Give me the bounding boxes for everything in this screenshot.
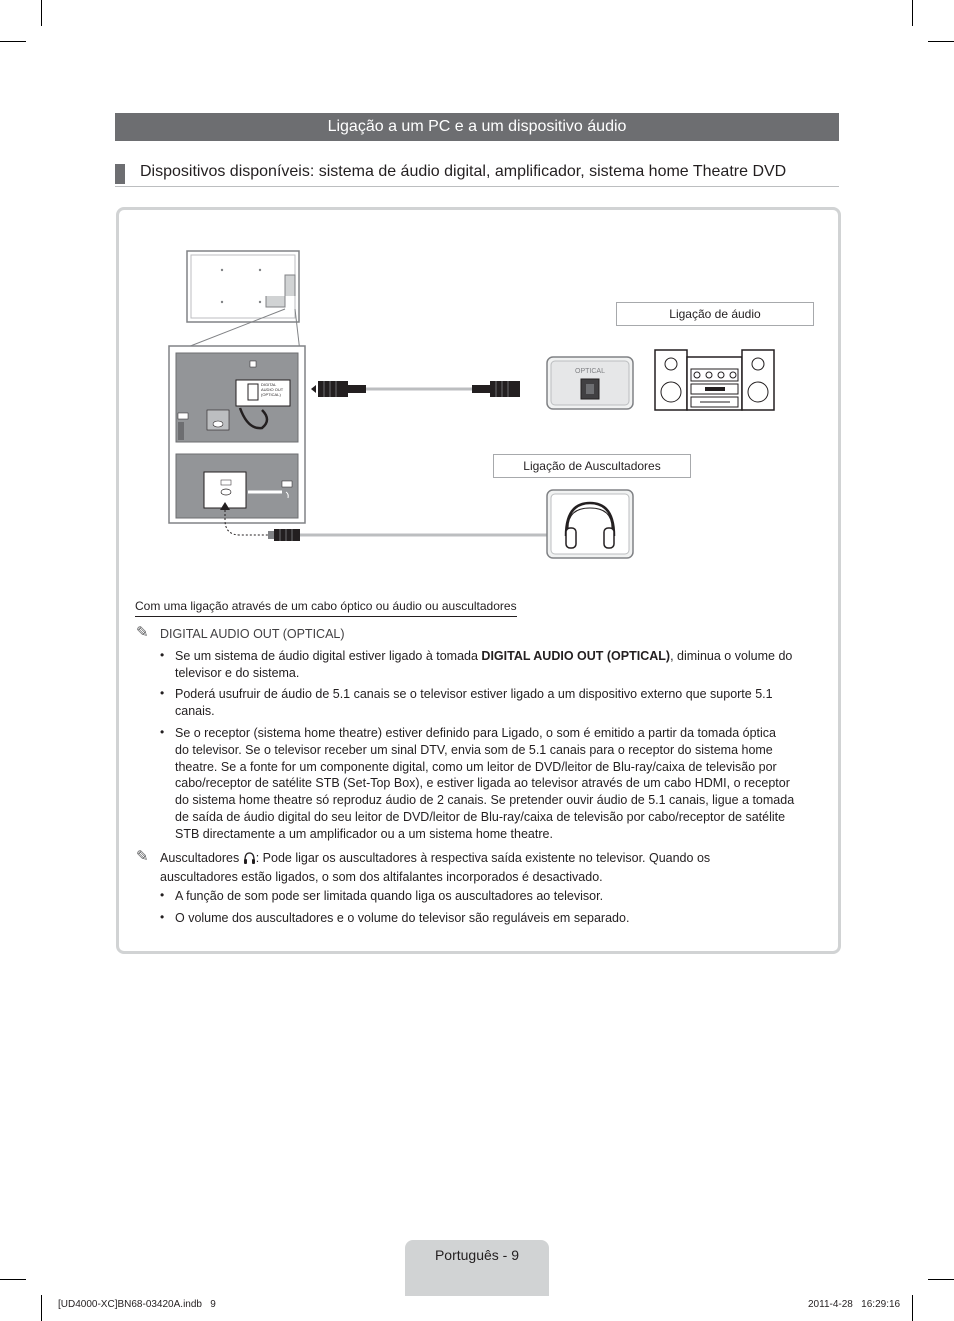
page-number-tab: Português - 9 xyxy=(405,1240,549,1296)
audio-system-icon xyxy=(655,350,774,410)
crop-mark xyxy=(41,1295,42,1321)
headphone-heading-rest: : Pode ligar os auscultadores à respectiva saída existente no televisor. Quando os xyxy=(255,851,711,865)
optical-bullet-3-line: cabo/receptor de satélite STB (Set-Top Box), e estiver ligada ao televisor através de um cabo HDMI, o receptor xyxy=(175,776,790,791)
optical-bullet-2-line1: Poderá usufruir de áudio de 5.1 canais se o televisor estiver ligado a um dispositivo externo que suporte 5.1 xyxy=(175,687,773,701)
optical-bullet-1 xyxy=(175,648,835,682)
optical-bullet-3-line: theatre. Se a fonte for um componente digital, como um leitor de DVD/leitor de Blu-ray/caixa de televisão por xyxy=(175,759,777,774)
optical-bullet-3-line: de saída de áudio digital do seu leitor de DVD/leitor de Blu-ray/caixa de televisão por cabo/receptor de satélite xyxy=(175,809,786,824)
audio-connection-label: Ligação de áudio xyxy=(616,302,814,326)
print-timestamp: 2011-4-28 16:29:16 xyxy=(808,1299,901,1310)
tv-rear-icon xyxy=(175,251,300,352)
connection-diagram xyxy=(0,0,954,600)
optical-device-label: OPTICAL xyxy=(575,368,605,375)
optical-bullet-1-post: , diminua o volume do xyxy=(670,649,793,663)
crop-mark xyxy=(0,1279,26,1280)
crop-mark xyxy=(912,1295,913,1321)
headphone-heading-bold: Auscultadores xyxy=(160,851,240,865)
optical-input-device xyxy=(547,357,633,409)
note-pencil-icon: ✎ xyxy=(136,624,149,641)
bullet-icon: • xyxy=(160,686,165,700)
headphone-bullet-1: A função de som pode ser limitada quando liga os auscultadores ao televisor. xyxy=(175,889,604,903)
bullet-icon: • xyxy=(160,725,165,739)
optical-bullet-3 xyxy=(175,725,835,843)
file-info: [UD4000-XC]BN68-03420A.indb 9 xyxy=(58,1299,216,1310)
notes-intro: Com uma ligação através de um cabo óptico ou áudio ou auscultadores xyxy=(135,599,517,617)
headphone-bullet-2: O volume dos auscultadores e o volume do televisor são reguláveis em separado. xyxy=(175,911,630,925)
section-title: Ligação a um PC e a um dispositivo áudio xyxy=(115,113,839,141)
optical-bullet-3-line: Se o receptor (sistema home theatre) estiver definido para Ligado, o som é emitido a partir da tomada óptica xyxy=(175,726,777,740)
optical-bullet-1-pre: Se um sistema de áudio digital estiver ligado à tomada xyxy=(175,649,482,663)
optical-heading: DIGITAL AUDIO OUT (OPTICAL) xyxy=(160,627,345,641)
crop-mark xyxy=(928,1279,954,1280)
headphone-heading-line2: auscultadores estão ligados, o som dos altifalantes incorporados é desactivado. xyxy=(160,870,603,884)
svg-text:(OPTICAL): (OPTICAL) xyxy=(261,392,281,397)
headphone-connection-label: Ligação de Auscultadores xyxy=(493,454,691,478)
tv-panel-zoom xyxy=(169,346,305,523)
bullet-icon: • xyxy=(160,910,165,924)
optical-bullet-2-line2: canais. xyxy=(175,704,215,718)
optical-bullet-3-line: STB directamente a um amplificador ou a um sistema home theatre. xyxy=(175,826,553,841)
optical-cable xyxy=(311,381,520,397)
bullet-icon: • xyxy=(160,648,165,662)
headphone-small-icon xyxy=(243,852,256,869)
svg-text:DIGITAL: DIGITAL xyxy=(261,382,277,387)
bullet-icon: • xyxy=(160,888,165,902)
svg-text:AUDIO OUT: AUDIO OUT xyxy=(261,387,284,392)
optical-bullet-3-line: do televisor. Se o televisor receber um sinal DTV, envia som de 5.1 canais para o receptor do sistema home xyxy=(175,742,773,757)
subheading-text: Dispositivos disponíveis: sistema de áudio digital, amplificador, sistema home Theatre DVD xyxy=(140,163,787,180)
optical-bullet-1-line2: televisor e do sistema. xyxy=(175,666,300,680)
optical-bullet-3-line: do sistema home theatre só reproduz áudio de 2 canais. Se pretender ouvir áudio de 5.1 canais, ligue a tomada xyxy=(175,793,795,808)
optical-bullet-1-bold: DIGITAL AUDIO OUT (OPTICAL) xyxy=(481,649,671,663)
headphone-heading xyxy=(160,850,840,886)
optical-bullet-2 xyxy=(175,686,835,720)
note-pencil-icon: ✎ xyxy=(136,848,149,865)
headphone-icon xyxy=(547,490,633,558)
